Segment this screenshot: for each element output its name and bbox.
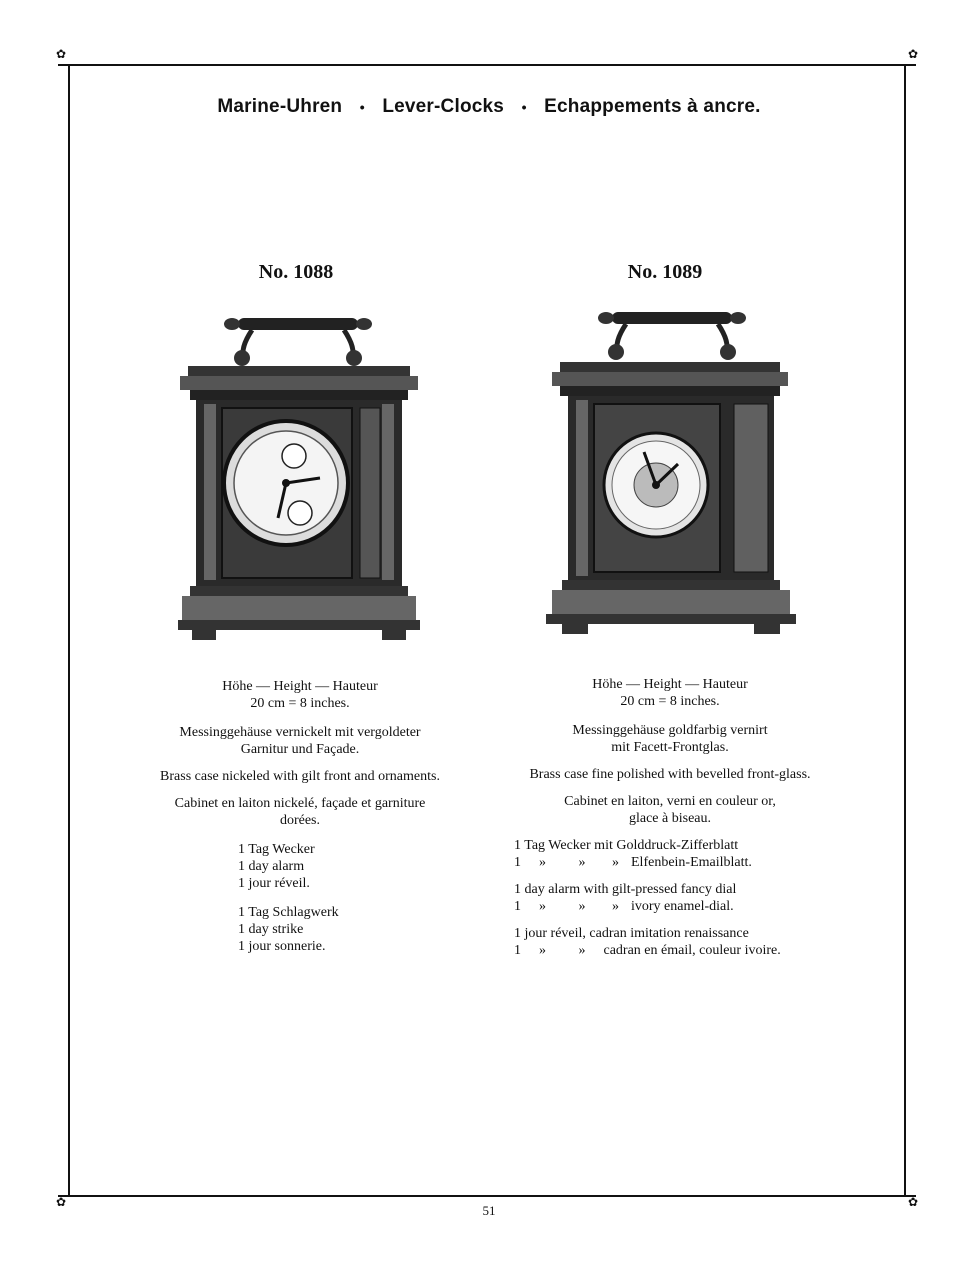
option-french-line2: 1 » » cadran en émail, couleur ivoire.: [514, 943, 781, 958]
header-separator: •: [521, 98, 527, 115]
height-label: Höhe — Height — Hauteur: [592, 677, 748, 692]
option-strike-french: 1 jour sonnerie.: [238, 939, 326, 954]
product-number-1089: No. 1089: [627, 261, 703, 283]
clock-1089-illustration: [538, 302, 803, 646]
description-german-line2: Garnitur und Façade.: [240, 742, 360, 757]
option-german-line1: 1 Tag Wecker mit Golddruck-Zifferblatt: [514, 838, 739, 853]
product-number-1088: No. 1088: [258, 261, 334, 283]
description-french-line2: glace à biseau.: [628, 811, 711, 826]
header-separator: •: [359, 98, 365, 115]
bottom-rule: [58, 1195, 916, 1197]
clock-1088-illustration: [170, 308, 430, 648]
header-german: Marine-Uhren: [217, 96, 343, 117]
description-1089: [490, 676, 850, 959]
option-french-line1: 1 jour réveil, cadran imitation renaissance: [514, 926, 749, 941]
option-alarm-french: 1 jour réveil.: [238, 876, 310, 891]
description-french-line1: Cabinet en laiton nickelé, façade et garniture: [174, 796, 426, 811]
header-english: Lever-Clocks: [382, 96, 505, 117]
description-english: Brass case nickeled with gilt front and ornaments.: [160, 769, 440, 784]
height-value: 20 cm = 8 inches.: [620, 694, 720, 709]
header-french: Echappements à ancre.: [544, 96, 761, 117]
corner-ornament-icon: ✿: [907, 47, 919, 61]
description-german-line1: Messinggehäuse vernickelt mit vergoldeter: [179, 725, 421, 740]
option-german-line2: 1 » » » Elfenbein-Emailblatt.: [514, 855, 752, 870]
corner-ornament-icon: ✿: [55, 47, 67, 61]
option-strike-english: 1 day strike: [238, 922, 304, 937]
corner-ornament-icon: ✿: [55, 1195, 67, 1209]
page-header: [0, 96, 978, 118]
top-rule: [58, 64, 916, 66]
option-alarm-english: 1 day alarm: [238, 859, 305, 874]
description-german-line1: Messinggehäuse goldfarbig vernirt: [572, 723, 768, 738]
description-1088: [120, 678, 480, 955]
option-english-line1: 1 day alarm with gilt-pressed fancy dial: [514, 882, 737, 897]
page-number: 51: [482, 1203, 496, 1218]
option-alarm-german: 1 Tag Wecker: [238, 842, 315, 857]
option-strike-german: 1 Tag Schlagwerk: [238, 905, 339, 920]
corner-ornament-icon: ✿: [907, 1195, 919, 1209]
description-french-line2: dorées.: [279, 813, 321, 828]
description-french-line1: Cabinet en laiton, verni en couleur or,: [564, 794, 776, 809]
height-value: 20 cm = 8 inches.: [250, 696, 350, 711]
option-english-line2: 1 » » » ivory enamel-dial.: [514, 899, 734, 914]
description-english: Brass case fine polished with bevelled front-glass.: [529, 767, 811, 782]
height-label: Höhe — Height — Hauteur: [222, 679, 378, 694]
description-german-line2: mit Facett-Frontglas.: [611, 740, 729, 755]
